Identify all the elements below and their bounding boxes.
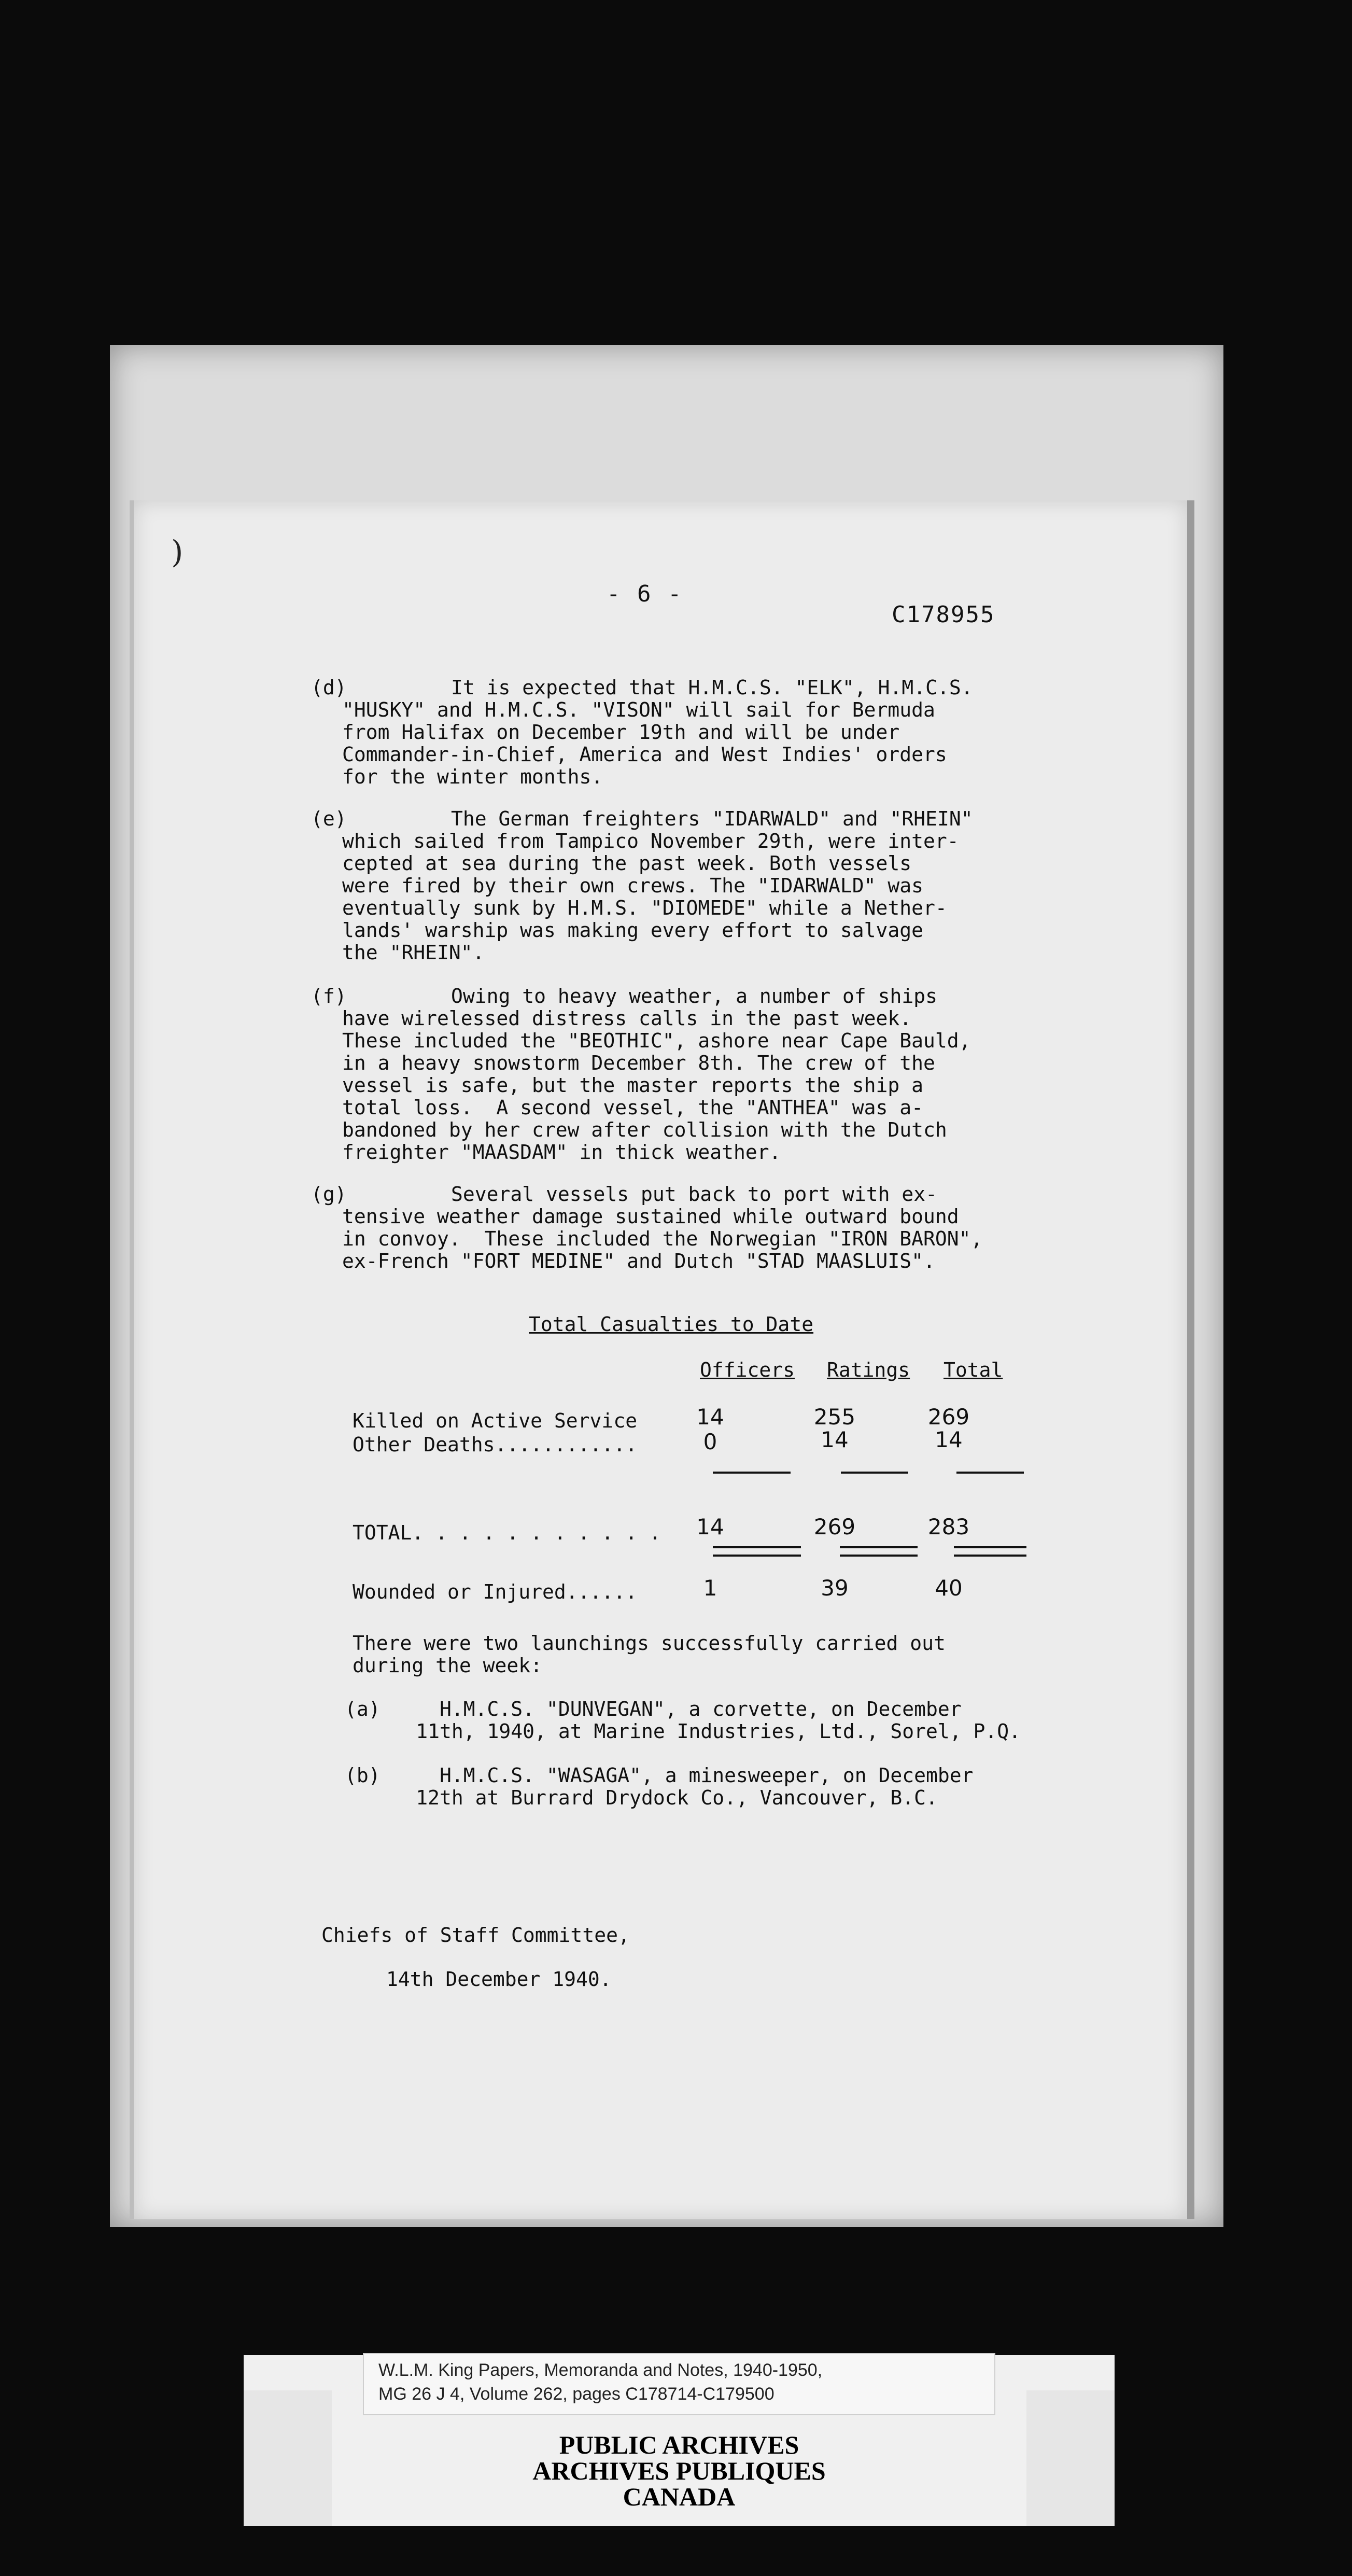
paragraph-first-line: The German freighters "IDARWALD" and "RHEIN" [451, 807, 973, 830]
paragraph-first-line: Owing to heavy weather, a number of ships [451, 985, 937, 1007]
paragraph-line: cepted at sea during the past week. Both vessels [342, 852, 912, 875]
paragraph-line: vessel is safe, but the master reports the ship a [342, 1074, 924, 1097]
archive-institution-name [244, 2432, 1115, 2510]
paragraph-line: Commander-in-Chief, America and West Indies' orders [342, 743, 947, 766]
archive-name-line: ARCHIVES PUBLIQUES [532, 2456, 826, 2485]
paragraph-line: which sailed from Tampico November 29th, were inter- [342, 830, 959, 852]
archive-caption-line: MG 26 J 4, Volume 262, pages C178714-C179500 [378, 2384, 774, 2404]
total-double-rule [713, 1546, 801, 1557]
launchings-intro-line: There were two launchings successfully carried out [353, 1632, 946, 1655]
launching-line: 12th at Burrard Drydock Co., Vancouver, B.C. [416, 1786, 938, 1809]
signature-date: 14th December 1940. [386, 1968, 612, 1991]
cell-killed-officers: 14 [696, 1404, 724, 1430]
paragraph-line: bandoned by her crew after collision with the Dutch [342, 1118, 947, 1141]
cell-wounded-officers: 1 [703, 1575, 717, 1601]
cell-killed-total: 269 [927, 1404, 970, 1430]
paragraph-label: (d) [311, 676, 347, 699]
paragraph-line: freighter "MAASDAM" in thick weather. [342, 1141, 781, 1164]
reference-number: C178955 [892, 601, 995, 628]
casualties-table [342, 1307, 1058, 1670]
cell-other-ratings: 14 [821, 1427, 849, 1452]
launching-line: H.M.C.S. "DUNVEGAN", a corvette, on December [440, 1698, 962, 1720]
paragraph-line: These included the "BEOTHIC", ashore near Cape Bauld, [342, 1029, 971, 1052]
launchings-intro [353, 1632, 946, 1677]
paragraph-first-line: Several vessels put back to port with ex- [451, 1183, 937, 1206]
paragraph-line: tensive weather damage sustained while outward bound [342, 1205, 959, 1228]
cell-other-officers: 0 [703, 1429, 717, 1454]
row-label-total: TOTAL. . . . . . . . . . . [353, 1521, 661, 1544]
launching-label: (b) [345, 1764, 381, 1787]
launching-label: (a) [345, 1698, 381, 1720]
archive-name-line: CANADA [623, 2482, 736, 2511]
cell-other-total: 14 [935, 1427, 963, 1452]
paragraph-line: have wirelessed distress calls in the past week. [342, 1007, 912, 1030]
paragraph-e [311, 808, 1047, 964]
paragraph-first-line: It is expected that H.M.C.S. "ELK", H.M.C.S. [451, 676, 973, 699]
subtotal-rule [841, 1472, 908, 1474]
paragraph-line: for the winter months. [342, 765, 603, 788]
paragraph-label: (g) [311, 1183, 347, 1206]
launching-line: H.M.C.S. "WASAGA", a minesweeper, on December [440, 1764, 974, 1787]
archive-caption [363, 2353, 995, 2415]
column-header-total: Total [943, 1359, 1003, 1381]
paragraph-line: in a heavy snowstorm December 8th. The crew of the [342, 1052, 935, 1074]
launching-item-a [345, 1698, 1021, 1743]
launchings-intro-line: during the week: [353, 1654, 543, 1677]
archive-caption-line: W.L.M. King Papers, Memoranda and Notes, 1940-1950, [378, 2360, 823, 2380]
paragraph-label: (e) [311, 807, 347, 830]
paragraph-line: from Halifax on December 19th and will be under [342, 721, 900, 744]
paragraph-line: lands' warship was making every effort to salvage [342, 919, 924, 942]
paragraph-line: in convoy. These included the Norwegian "IRON BARON", [342, 1227, 983, 1250]
row-label-killed: Killed on Active Service [353, 1409, 638, 1432]
column-header-officers: Officers [700, 1359, 795, 1381]
casualties-title: Total Casualties to Date [529, 1313, 814, 1336]
subtotal-rule [956, 1472, 1024, 1474]
cell-total-total: 283 [927, 1514, 970, 1539]
paragraph-line: the "RHEIN". [342, 941, 485, 964]
cell-total-ratings: 269 [813, 1514, 856, 1539]
column-header-ratings: Ratings [827, 1359, 910, 1381]
paragraph-line: eventually sunk by H.M.S. "DIOMEDE" while a Nether- [342, 897, 947, 919]
cell-killed-ratings: 255 [813, 1404, 856, 1430]
subtotal-rule [713, 1472, 791, 1474]
launching-line: 11th, 1940, at Marine Industries, Ltd., Sorel, P.Q. [416, 1720, 1021, 1743]
total-double-rule [840, 1546, 918, 1557]
launching-item-b [345, 1765, 974, 1809]
signature-committee: Chiefs of Staff Committee, [321, 1924, 630, 1947]
paragraph-g [311, 1183, 1047, 1272]
total-double-rule [954, 1546, 1026, 1557]
paragraph-line: were fired by their own crews. The "IDARWALD" was [342, 874, 924, 897]
cell-wounded-ratings: 39 [821, 1575, 849, 1601]
paragraph-line: "HUSKY" and H.M.C.S. "VISON" will sail for Bermuda [342, 698, 935, 721]
paragraph-line: ex-French "FORT MEDINE" and Dutch "STAD MAASLUIS". [342, 1250, 935, 1272]
paragraph-label: (f) [311, 985, 347, 1007]
archive-name-line: PUBLIC ARCHIVES [559, 2430, 799, 2459]
row-label-wounded: Wounded or Injured...... [353, 1580, 638, 1603]
paragraph-d [311, 677, 1047, 788]
paragraph-line: total loss. A second vessel, the "ANTHEA" was a- [342, 1096, 924, 1119]
margin-mark: ) [171, 534, 184, 570]
row-label-other-deaths: Other Deaths............ [353, 1433, 638, 1456]
cell-wounded-total: 40 [935, 1575, 963, 1601]
paragraph-f [311, 985, 1047, 1164]
cell-total-officers: 14 [696, 1514, 724, 1539]
page-number: - 6 - [607, 581, 683, 607]
